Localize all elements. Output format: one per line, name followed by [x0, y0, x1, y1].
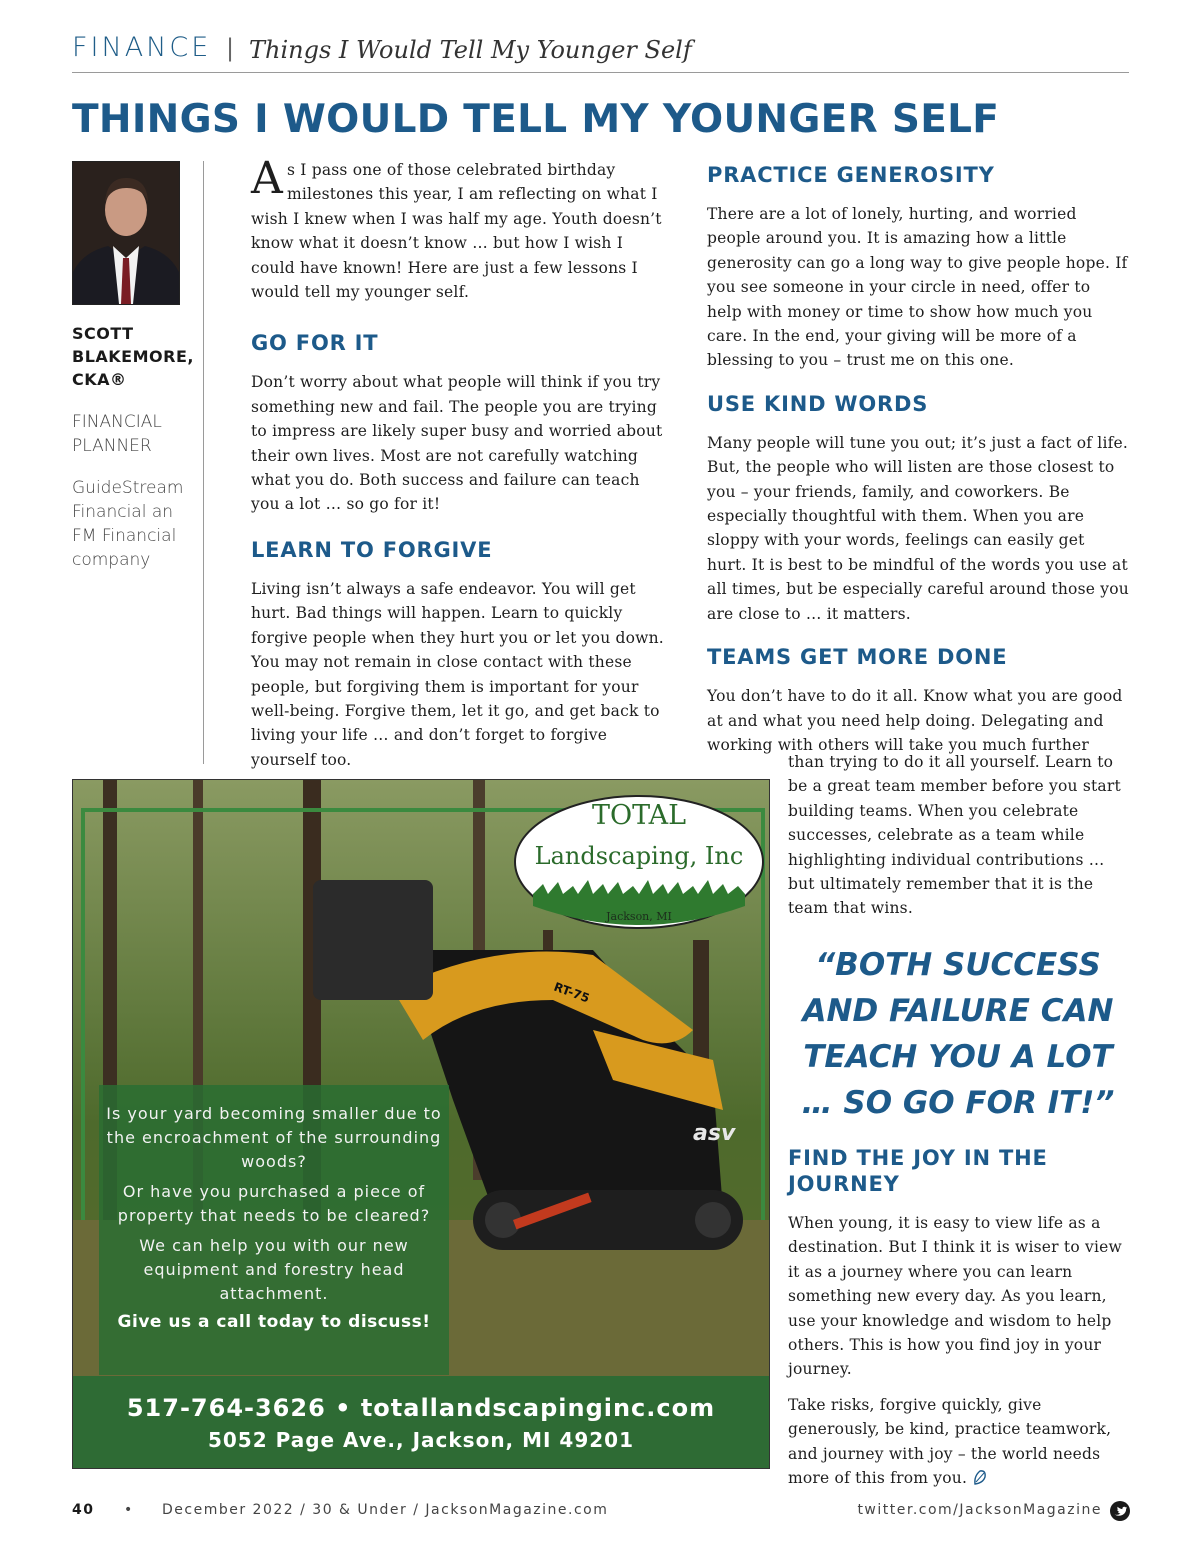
- article-title: THINGS I WOULD TELL MY YOUNGER SELF: [72, 97, 1000, 142]
- drop-cap: A: [251, 153, 283, 204]
- body-teams-part-a: You don’t have to do it all. Know what you are good at and what you need help doing. Delegating and working with others will take you much further: [707, 687, 1123, 754]
- footer-bullet: •: [124, 1502, 134, 1518]
- author-name: SCOTT BLAKEMORE, CKA®: [72, 324, 194, 389]
- body-teams-part-b: than trying to do it all yourself. Learn to be a great team member before you start building teams. When you celebrate successes, celebrate as a team while highlighting individual contributions … but ultimately remember that it is the team that wins.: [788, 753, 1121, 918]
- heading-use-kind-words: USE KIND WORDS: [707, 391, 929, 416]
- ad-text-2: Or have you purchased a piece of property that needs to be cleared?: [117, 1182, 431, 1225]
- advertisement: [72, 779, 770, 1469]
- logo-line-1: TOTAL: [591, 800, 687, 831]
- logo-city: Jackson, MI: [606, 910, 672, 923]
- author-photo: [72, 161, 180, 305]
- ad-address: 5052 Page Ave., Jackson, MI 49201: [207, 1428, 635, 1452]
- heading-find-the-joy: FIND THE JOY IN THE JOURNEY: [788, 1146, 1048, 1196]
- end-mark-icon: [972, 1468, 988, 1486]
- logo-line-2: Landscaping, Inc: [534, 842, 744, 870]
- header-separator: |: [226, 34, 235, 62]
- author-company: GuideStream Financial an FM Financial company: [72, 478, 184, 570]
- footer-issue: December 2022 / 30 & Under / JacksonMagazine.com: [162, 1502, 609, 1518]
- body-use-kind-words: Many people will tune you out; it’s just a fact of life. But, the people who will listen are those closest to you – your friends, family, and coworkers. Be especially thoughtful with them. When you are sloppy with your words, feelings can easily get hurt. It is best to be mindful of the words you use at all times, but be especially careful around those you are close to … it matters.: [707, 433, 1129, 623]
- author-role: FINANCIAL PLANNER: [72, 412, 162, 456]
- heading-go-for-it: GO FOR IT: [251, 331, 379, 356]
- body-practice-generosity: There are a lot of lonely, hurting, and worried people around you. It is amazing how a little generosity can go a long way to give people hope. If you see someone in your circle in need, offer to help with money or time to show how much you care. In the end, your giving will be more of a blessing to you – trust me on this one.: [707, 205, 1128, 370]
- twitter-handle[interactable]: twitter.com/JacksonMagazine: [857, 1502, 1102, 1518]
- section-name: FINANCE: [72, 32, 212, 63]
- intro-text: s I pass one of those celebrated birthday milestones this year, I am reflecting on what I wish I knew when I was half my age. Youth doesn’t know what it doesn’t know … but how I wish I could have known! Here are just a few lessons I would tell my younger self.: [251, 161, 662, 302]
- heading-learn-to-forgive: LEARN TO FORGIVE: [251, 537, 493, 562]
- body-learn-to-forgive: Living isn’t always a safe endeavor. You will get hurt. Bad things will happen. Learn to quickly forgive people when they hurt you or let you down. You may not remain in close contact with these people, but forgiving them is important for your well-being. Forgive them, let it go, and get back to living your life … and don’t forget to forgive yourself too.: [251, 579, 664, 769]
- ad-footer-bar: [73, 1376, 769, 1468]
- ad-text-1: Is your yard becoming smaller due to the encroachment of the surrounding woods?: [106, 1104, 442, 1171]
- ad-call-to-action: Give us a call today to discuss!: [117, 1312, 431, 1332]
- machine-label: RT-75: [551, 979, 592, 1006]
- column-left: [251, 153, 671, 772]
- ad-text-3: We can help you with our new equipment and forestry head attachment.: [139, 1236, 409, 1303]
- column-right-continued: [788, 750, 1130, 921]
- column-divider: [203, 161, 204, 764]
- section-subtitle: Things I Would Tell My Younger Self: [249, 36, 692, 64]
- heading-teams-get-more-done: TEAMS GET MORE DONE: [707, 645, 1008, 670]
- heading-practice-generosity: PRACTICE GENEROSITY: [707, 163, 995, 187]
- ad-phone-website: 517-764-3626 • totallandscapinginc.com: [126, 1394, 716, 1422]
- page-number: 40: [72, 1502, 95, 1518]
- intro-paragraph: [251, 153, 671, 304]
- running-header: [72, 30, 1129, 73]
- body-find-the-joy: When young, it is easy to view life as a destination. But I think it is wiser to view it as a journey where you can learn something new every day. As you learn, use your knowledge and wisdom to help others. This is how you find joy in your journey.: [788, 1214, 1122, 1379]
- closing-text: Take risks, forgive quickly, give generously, be kind, practice teamwork, and journey with joy – the world needs more of this from you.: [788, 1395, 1112, 1488]
- body-go-for-it: Don’t worry about what people will think if you try something new and fail. The people you are trying to impress are likely super busy and worried about their own lives. Most are not carefully watching what you do. Both success and failure can teach you a lot … so go for it!: [251, 373, 663, 514]
- column-right-top: [707, 162, 1129, 757]
- closing-paragraph: [788, 1393, 1130, 1491]
- machine-brand: asv: [693, 1121, 736, 1146]
- column-right-bottom: [788, 1145, 1130, 1490]
- twitter-icon[interactable]: [1110, 1501, 1130, 1521]
- pull-quote: “BOTH SUCCESS AND FAILURE CAN TEACH YOU A LOT … SO GO FOR IT!”: [801, 947, 1115, 1121]
- page-footer: [72, 1502, 1130, 1524]
